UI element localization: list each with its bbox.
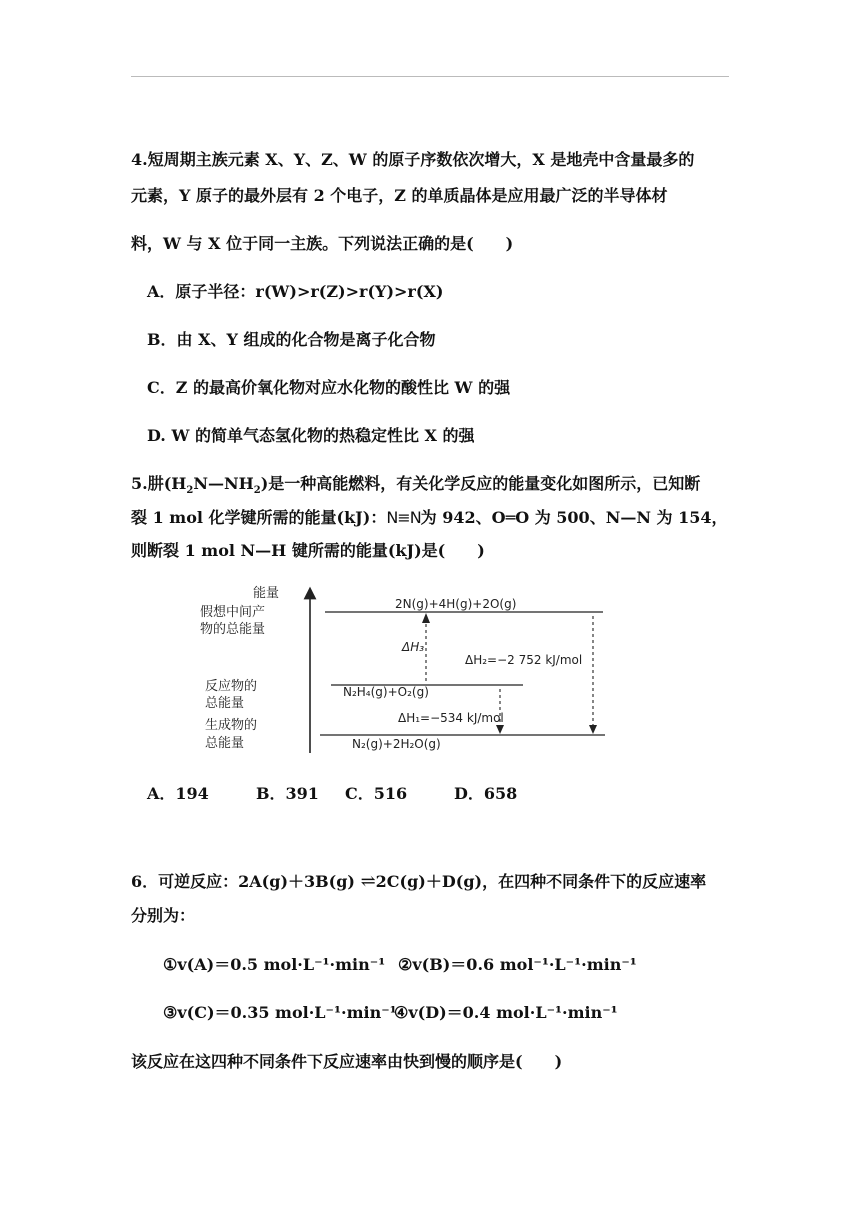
bottom-level-label: N₂(g)+2H₂O(g): [352, 737, 441, 751]
q5-line-1-part-b: N—NH: [193, 474, 254, 493]
q5-answer-a: A．194: [147, 784, 209, 803]
q6-line-1-part-a: 6．可逆反应：2A(g)＋3B(g): [131, 872, 361, 891]
q5-line-2: [131, 508, 727, 528]
q6-line-1: [131, 872, 706, 892]
top-level-label: 2N(g)+4H(g)+2O(g): [395, 597, 517, 611]
subscript: 2: [253, 485, 261, 497]
q5-answer-c: C．516: [345, 784, 408, 803]
q4-line-2: 元素，Y 原子的最外层有 2 个电子，Z 的单质晶体是应用最广泛的半导体材: [131, 186, 668, 205]
hyp-label-2: 物的总能量: [200, 622, 266, 637]
prod-label-1: 生成物的: [205, 718, 258, 733]
subscript: 2: [186, 485, 194, 497]
q4-option-c: C．Z 的最高价氧化物对应水化物的酸性比 W 的强: [147, 378, 511, 397]
axis-label: 能量: [253, 586, 280, 601]
q5-line-2-part-a: 裂 1 mol 化学键所需的能量(kJ)：: [131, 508, 387, 527]
q4-option-d: D. W 的简单气态氢化物的热稳定性比 X 的强: [147, 426, 475, 445]
react-label-2: 总能量: [205, 696, 245, 711]
rate-2: ②v(B)＝0.6 mol⁻¹·L⁻¹·min⁻¹: [398, 955, 637, 974]
header-rule: [131, 76, 729, 77]
q6-line-2: 分别为：: [131, 906, 196, 925]
rate-1: ①v(A)＝0.5 mol·L⁻¹·min⁻¹: [163, 955, 386, 974]
dh1-label: ΔH₁=−534 kJ/mol: [398, 711, 504, 725]
dh3-arrowhead: [422, 613, 430, 623]
q4-line-3: 料，W 与 X 位于同一主族。下列说法正确的是( ): [131, 234, 514, 253]
dh1-arrowhead: [496, 725, 504, 734]
q6-line-1-part-b: 2C(g)＋D(g)，在四种不同条件下的反应速率: [375, 872, 707, 891]
q5-line-2-part-b: 为 942、O═O 为 500、N—N 为 154，: [420, 508, 728, 527]
q5-answer-d: D．658: [454, 784, 518, 803]
dh3-label: ΔH₃: [402, 640, 425, 654]
q5-line-1-part-a: 5.肼(H: [131, 474, 187, 493]
rate-4: ④v(D)＝0.4 mol·L⁻¹·min⁻¹: [394, 1003, 618, 1022]
equilibrium-arrow: ⇌: [360, 871, 376, 892]
energy-level-diagram: [195, 583, 640, 755]
q5-line-1: [131, 474, 700, 501]
dh2-arrowhead: [589, 725, 597, 734]
q4-option-a: A．原子半径：r(W)>r(Z)>r(Y)>r(X): [147, 282, 444, 301]
q4-option-b: B．由 X、Y 组成的化合物是离子化合物: [147, 330, 436, 349]
q5-line-1-part-c: )是一种高能燃料，有关化学反应的能量变化如图所示，已知断: [260, 474, 701, 493]
q5-answer-b: B．391: [256, 784, 319, 803]
rate-3: ③v(C)＝0.35 mol·L⁻¹·min⁻¹: [163, 1003, 397, 1022]
prod-label-2: 总能量: [205, 736, 245, 751]
mid-level-label: N₂H₄(g)+O₂(g): [343, 685, 429, 699]
triple-bond-formula: N≡N: [386, 508, 421, 527]
q6-question: 该反应在这四种不同条件下反应速率由快到慢的顺序是( ): [131, 1052, 563, 1071]
q4-line-1: 4.短周期主族元素 X、Y、Z、W 的原子序数依次增大，X 是地壳中含量最多的: [131, 150, 695, 169]
hyp-label-1: 假想中间产: [200, 605, 266, 620]
q5-line-3: 则断裂 1 mol N—H 键所需的能量(kJ)是( ): [131, 541, 485, 560]
react-label-1: 反应物的: [205, 679, 258, 694]
dh2-label: ΔH₂=−2 752 kJ/mol: [465, 653, 583, 667]
